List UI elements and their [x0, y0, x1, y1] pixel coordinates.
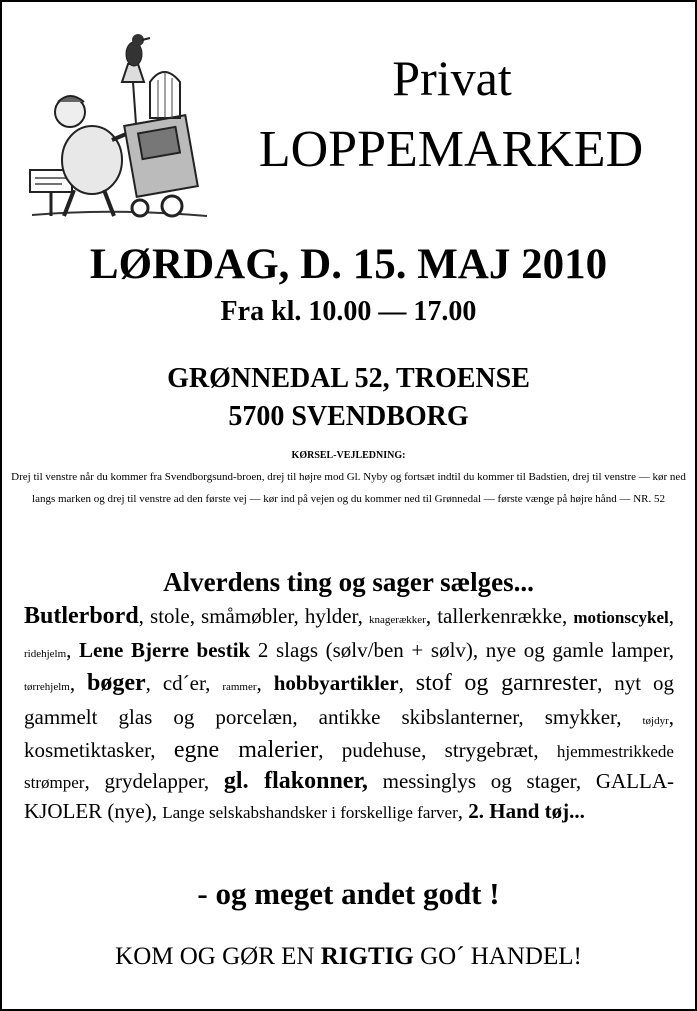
footer-part2: GO´ HANDEL! — [413, 943, 582, 970]
event-time: Fra kl. 10.00 — 17.00 — [220, 296, 477, 327]
item-text: Butlerbord — [24, 603, 139, 629]
item-text: stof og garnrester — [415, 670, 598, 696]
item-text: rammer — [222, 681, 257, 693]
item-text: , nyt og gammelt glas og porcelæn, antikke skibslanterner, smykker, — [24, 671, 675, 729]
item-text: messinglys og stager, GALLA-KJOLER (nye), — [24, 768, 674, 823]
directions-title: KØRSEL-VEJLEDNING: — [291, 450, 406, 461]
item-text: , grydelapper, — [84, 768, 224, 793]
item-text: 2 slags (sølv/ben + sølv), nye og gamle lamper, — [250, 637, 675, 662]
items-list — [24, 602, 674, 828]
closing-line: - og meget andet godt ! — [197, 876, 500, 911]
item-text: motionscykel — [573, 608, 669, 627]
item-text: , stole, småmøbler, hylder, — [138, 604, 370, 628]
item-text: , kosmetiktasker, — [24, 704, 674, 762]
item-text: , — [668, 604, 674, 628]
item-text: tøjdyr — [642, 714, 669, 727]
item-text: , tallerkenrække, — [425, 604, 574, 628]
title-privat: Privat — [392, 50, 512, 106]
item-text: , — [69, 671, 88, 695]
item-text: hobbyartikler — [273, 671, 399, 695]
item-text: , cd´er, — [145, 671, 223, 695]
item-text: ridehjelm — [24, 647, 67, 660]
directions-text: Drej til venstre når du kommer fra Svendborgsund-broen, drej til højre mod Gl. Nyby og fortsæt indtil du kommer til Badstien, drej til venstre — kør ned langs marken og drej til venstre ad den første vej — kør ind på vejen og du kommer ned til Grønnedal — første vænge på højre hånd — NR. 52 — [11, 471, 686, 505]
item-text: , — [256, 671, 274, 695]
item-text: Lene Bjerre bestik — [79, 637, 251, 662]
address-street: GRØNNEDAL 52, TROENSE — [167, 363, 530, 394]
item-text: , — [398, 671, 416, 695]
event-date: LØRDAG, D. 15. MAJ 2010 — [89, 241, 608, 288]
item-text: knagerækker — [369, 614, 426, 626]
item-text: , — [457, 799, 469, 823]
item-text: bøger — [87, 670, 146, 696]
item-text: egne malerier — [173, 737, 319, 763]
items-heading: Alverdens ting og sager sælges... — [163, 567, 534, 597]
title-loppemarked: LOPPEMARKED — [258, 121, 644, 178]
item-text: , pudehuse, strygebræt, — [318, 738, 557, 762]
footer-part1: KOM OG GØR EN — [115, 943, 321, 970]
item-text: 2. Hand tøj... — [468, 799, 585, 823]
flea-market-cart-illustration — [22, 20, 217, 225]
item-text: tørrehjelm — [24, 681, 70, 693]
address-city: 5700 SVENDBORG — [228, 401, 469, 432]
footer-line — [2, 940, 695, 974]
item-text: hjemmestrikkede strømper — [24, 742, 674, 792]
item-text: Lange selskabshandsker i forskellige farver — [162, 803, 458, 822]
item-text: , — [66, 637, 80, 662]
item-text: gl. flakonner, — [223, 767, 368, 794]
footer-bold: RIGTIG — [320, 943, 414, 970]
